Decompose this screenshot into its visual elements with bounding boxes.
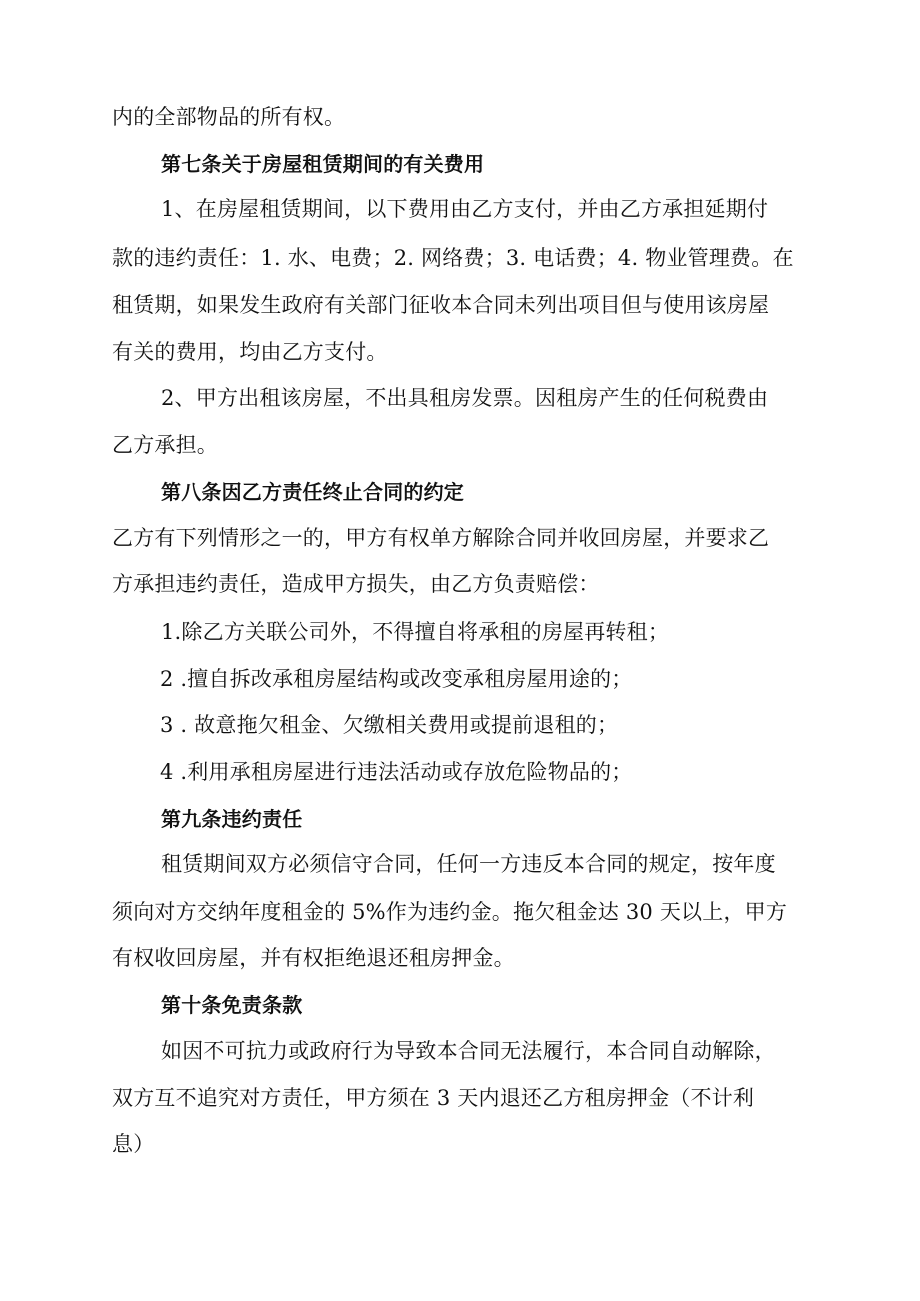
section-heading-article-10: 第十条免责条款 [161, 993, 303, 1017]
list-item: 3 . 故意拖欠租金、欠缴相关费用或提前退租的； [160, 713, 619, 737]
paragraph-line: 1、在房屋租赁期间，以下费用由乙方支付，并由乙方承担延期付 [161, 197, 769, 221]
paragraph-line: 款的违约责任：1. 水、电费；2. 网络费；3. 电话费；4. 物业管理费。在 [112, 246, 794, 270]
paragraph-line: 租赁期，如果发生政府有关部门征收本合同未列出项目但与使用该房屋 [112, 293, 770, 317]
paragraph-line: 乙方承担。 [112, 433, 218, 457]
paragraph-line: 内的全部物品的所有权。 [112, 105, 346, 129]
paragraph-line: 双方互不追究对方责任，甲方须在 3 天内退还乙方租房押金（不计利 [112, 1086, 755, 1110]
paragraph-line: 须向对方交纳年度租金的 5%作为违约金。拖欠租金达 30 天以上，甲方 [112, 900, 788, 924]
list-item: 2 .擅自拆改承租房屋结构或改变承租房屋用途的； [160, 667, 633, 691]
paragraph-line: 租赁期间双方必须信守合同，任何一方违反本合同的规定，按年度 [161, 852, 776, 876]
paragraph-line: 有权收回房屋，并有权拒绝退还租房押金。 [112, 946, 515, 970]
paragraph-line: 2、甲方出租该房屋，不出具租房发票。因租房产生的任何税费由 [161, 386, 769, 410]
paragraph-line: 有关的费用，均由乙方支付。 [112, 340, 388, 364]
list-item: 4 .利用承租房屋进行违法活动或存放危险物品的； [160, 760, 633, 784]
section-heading-article-8: 第八条因乙方责任终止合同的约定 [161, 480, 464, 504]
paragraph-line: 乙方有下列情形之一的，甲方有权单方解除合同并收回房屋，并要求乙 [112, 526, 770, 550]
list-item: 1.除乙方关联公司外，不得擅自将承租的房屋再转租； [161, 620, 670, 644]
paragraph-line: 息） [112, 1132, 155, 1156]
paragraph-line: 如因不可抗力或政府行为导致本合同无法履行，本合同自动解除， [161, 1039, 776, 1063]
section-heading-article-9: 第九条违约责任 [161, 807, 303, 831]
section-heading-article-7: 第七条关于房屋租赁期间的有关费用 [161, 152, 485, 176]
paragraph-line: 方承担违约责任，造成甲方损失，由乙方负责赔偿： [112, 572, 600, 596]
